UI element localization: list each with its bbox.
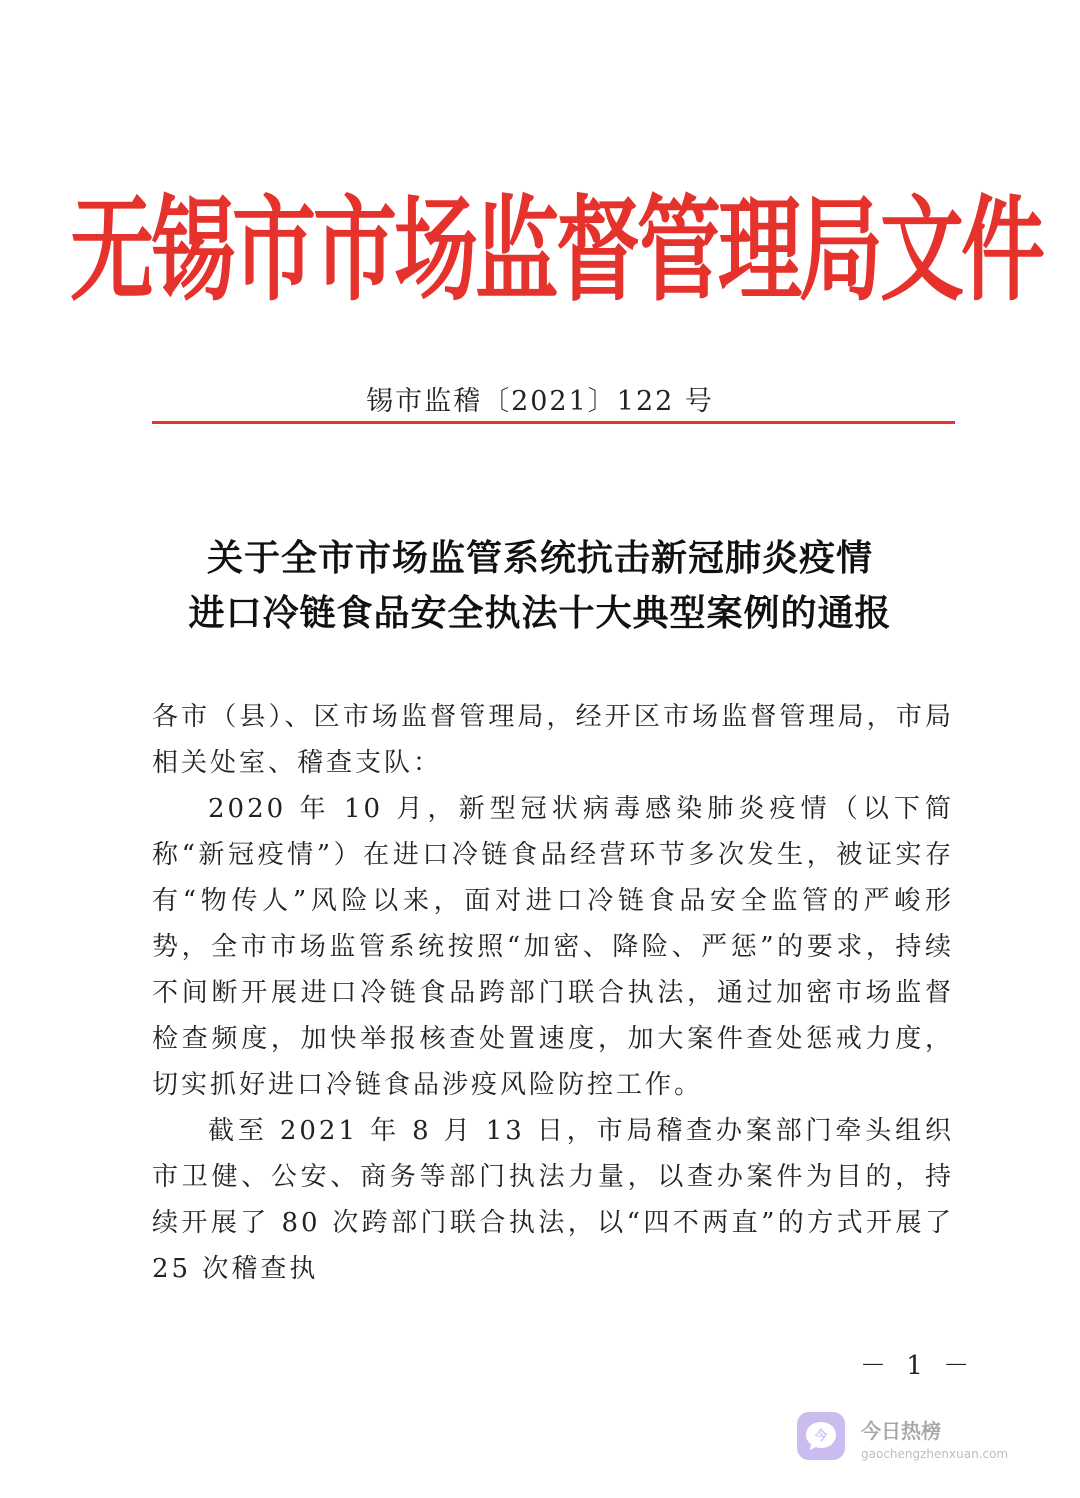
red-divider	[152, 421, 955, 424]
document-title-line-1: 关于全市市场监管系统抗击新冠肺炎疫情	[206, 537, 873, 579]
watermark-brand: 今日热榜	[861, 1419, 941, 1443]
addressee: 各市（县）、区市场监督管理局，经开区市场监督管理局，市局相关处室、稽查支队：	[152, 702, 954, 778]
page-number: － 1 －	[860, 1351, 976, 1381]
body-paragraph: 截至 2021 年 8 月 13 日，市局稽查办案部门牵头组织市卫健、公安、商务等部门执法力量，以查办案件为目的，持续开展了 80 次跨部门联合执法，以“四不两直”的方式开展了 25 次稽查执	[152, 1116, 954, 1284]
site-watermark	[797, 1412, 1027, 1470]
document-number: 锡市监稽〔2021〕122 号	[366, 386, 714, 417]
document-title-line-2: 进口冷链食品安全执法十大典型案例的通报	[188, 592, 892, 634]
document-body	[152, 694, 954, 1292]
body-paragraph: 2020 年 10 月，新型冠状病毒感染肺炎疫情（以下简称“新冠疫情”）在进口冷链食品经营环节多次发生，被证实存有“物传人”风险以来，面对进口冷链食品安全监管的严峻形势，全市市场监管系统按照“加密、降险、严惩”的要求，持续不间断开展进口冷链食品跨部门联合执法，通过加密市场监督检查频度，加快举报核查处置速度，加大案件查处惩戒力度，切实抓好进口冷链食品涉疫风险防控工作。	[152, 794, 954, 1100]
watermark-url: gaochengzhenxuan.com	[861, 1447, 1009, 1461]
chat-bubble-icon	[797, 1412, 845, 1460]
svg-text:今: 今	[814, 1429, 828, 1444]
issuer-title: 无锡市市场监督管理局文件	[70, 182, 1043, 316]
